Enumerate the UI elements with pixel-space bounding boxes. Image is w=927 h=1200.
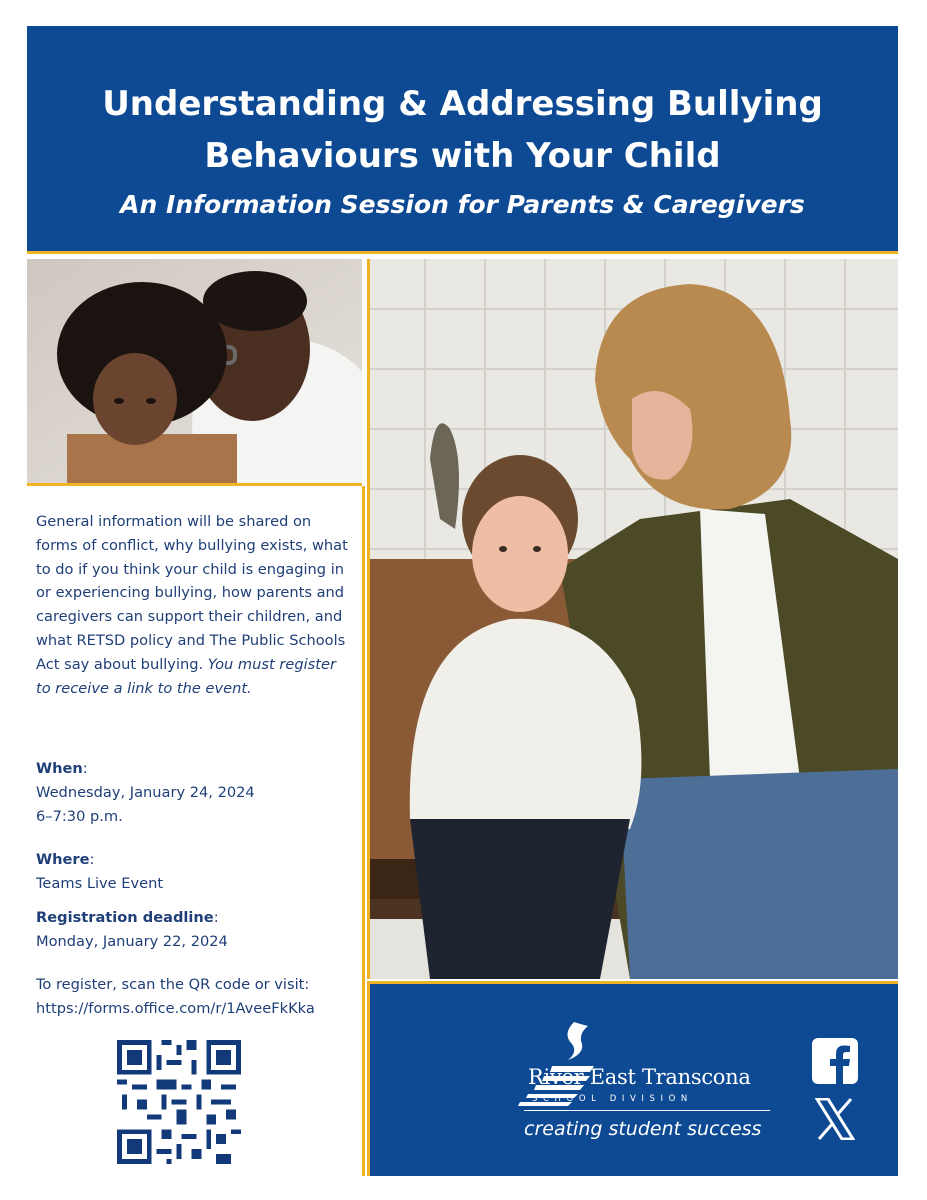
deadline-label: Registration deadline	[36, 909, 214, 926]
header-banner	[27, 26, 898, 254]
title-line-2: Behaviours with Your Child	[204, 136, 721, 176]
register-section	[36, 973, 356, 1021]
divider-vertical	[362, 486, 365, 1176]
register-line: To register, scan the QR code or visit:	[36, 976, 310, 993]
page-subtitle: An Information Session for Parents & Caregivers	[120, 190, 805, 219]
footer-banner	[367, 981, 898, 1176]
deadline-section: Registration deadline: Monday, January 22, 2024	[36, 909, 228, 950]
description-text: General information will be shared on forms of conflict, why bullying exists, what to do if you think your child is engaging in or experiencing bullying, how parents and caregivers can support their children, and what RETSD policy and The Public Schools Act say about bullying.	[36, 513, 348, 673]
where-value: Teams Live Event	[36, 874, 164, 892]
register-url[interactable]: https://forms.office.com/r/1AveeFkKka	[36, 999, 315, 1017]
flyer	[27, 26, 898, 1176]
qr-code[interactable]	[117, 1040, 241, 1164]
when-label: When	[36, 760, 83, 777]
brand-name: River East Transcona	[528, 1065, 751, 1089]
title-line-1: Understanding & Addressing Bullying	[102, 84, 823, 124]
where-label: Where	[36, 851, 90, 868]
event-description	[36, 510, 348, 700]
photo-mother-son-illustration	[370, 259, 898, 979]
registration-note: You must register to receive a link to the event.	[36, 655, 336, 697]
where-section: Where: Teams Live Event	[36, 851, 164, 892]
facebook-icon[interactable]	[812, 1038, 858, 1084]
when-date: Wednesday, January 24, 2024	[36, 783, 255, 801]
x-icon[interactable]	[815, 1098, 855, 1140]
when-section: When: Wednesday, January 24, 2024 6–7:30 p.m.	[36, 760, 255, 825]
page-title	[27, 26, 898, 182]
photo-father-child	[27, 259, 362, 486]
logo-divider	[524, 1110, 770, 1111]
deadline-value: Monday, January 22, 2024	[36, 932, 228, 950]
photo-mother-son	[367, 259, 898, 979]
brand-tagline: creating student success	[524, 1118, 762, 1140]
brand-division: SCHOOL DIVISION	[532, 1094, 693, 1104]
when-time: 6–7:30 p.m.	[36, 807, 123, 825]
photo-father-child-illustration	[27, 259, 362, 486]
